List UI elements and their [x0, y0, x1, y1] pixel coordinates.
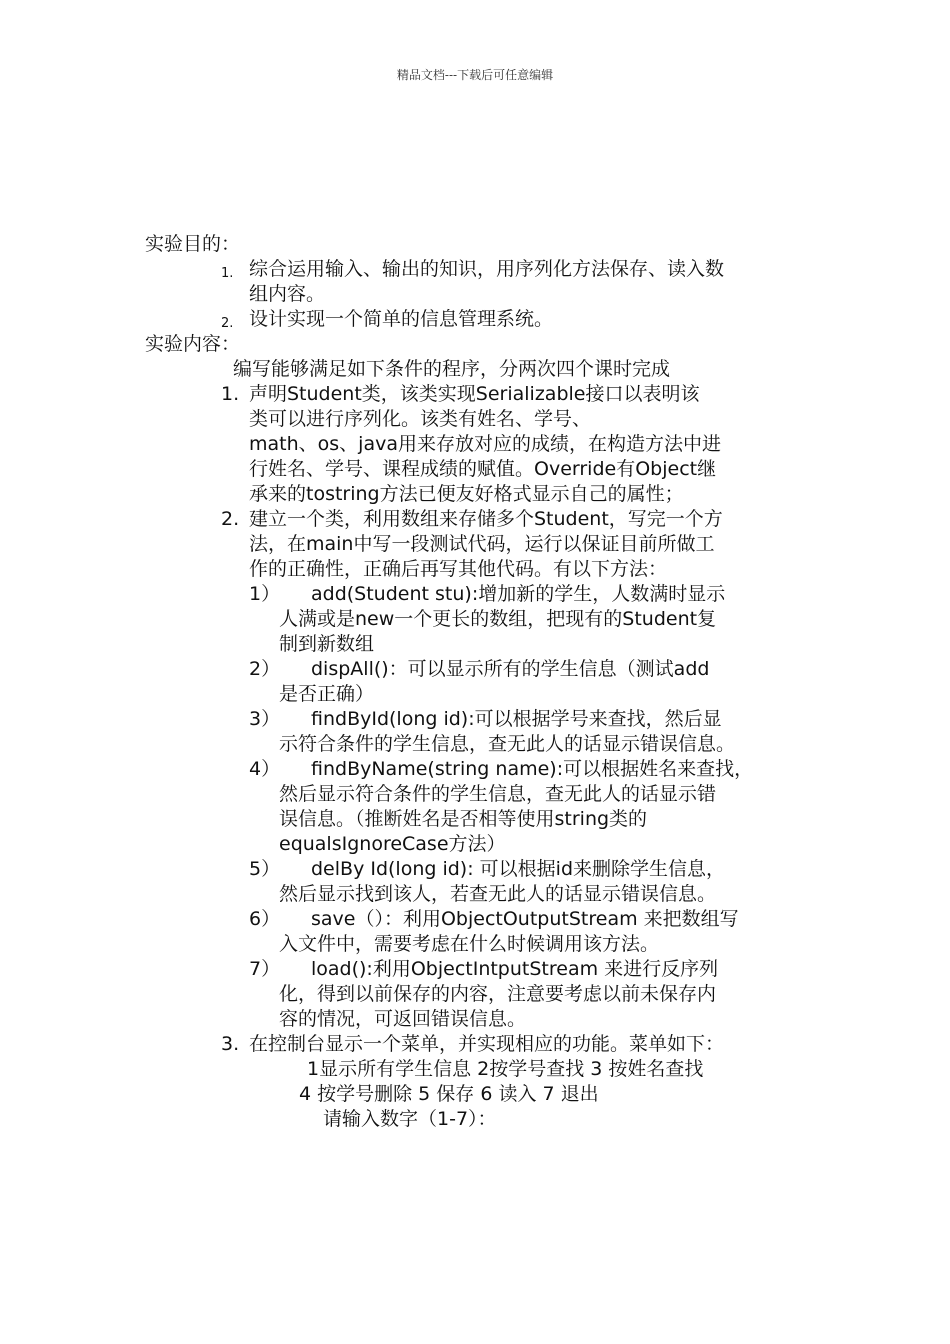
- method-line: 化，得到以前保存的内容，注意要考虑以前未保存内: [279, 983, 717, 1005]
- menu-line: 4 按学号删除 5 保存 6 读入 7 退出: [299, 1083, 599, 1105]
- method-dispall: [145, 657, 825, 707]
- method-number: 6）: [249, 908, 281, 930]
- goal-item-number: 2.: [221, 316, 234, 331]
- method-number: 5）: [249, 858, 281, 880]
- content-item-2: [145, 507, 825, 582]
- content-heading: 实验内容：: [145, 333, 241, 355]
- item-line: 类可以进行序列化。该类有姓名、学号、: [249, 408, 592, 430]
- document-body: [145, 232, 825, 1132]
- content-item-1: [145, 382, 825, 507]
- method-load: [145, 957, 825, 1032]
- menu-prompt: 请输入数字（1-7）：: [323, 1108, 497, 1130]
- method-save: [145, 907, 825, 957]
- method-number: 7）: [249, 958, 281, 980]
- method-line: 容的情况，可返回错误信息。: [279, 1008, 527, 1030]
- item-number: 1.: [221, 383, 240, 405]
- method-delbyid: [145, 857, 825, 907]
- goal-item-line: 组内容。: [249, 283, 326, 305]
- goal-item: [145, 257, 825, 307]
- method-findbyid: [145, 707, 825, 757]
- item-line: math、os、java用来存放对应的成绩，在构造方法中进: [249, 433, 721, 455]
- content-intro: 编写能够满足如下条件的程序，分两次四个课时完成: [233, 358, 671, 380]
- method-line: delBy Id(long id): 可以根据id来删除学生信息，: [311, 858, 726, 880]
- method-number: 3）: [249, 708, 281, 730]
- goal-heading: 实验目的：: [145, 233, 241, 255]
- goal-item: [145, 307, 825, 332]
- goal-item-line: 设计实现一个简单的信息管理系统。: [249, 308, 554, 330]
- method-line: load():利用ObjectIntputStream 来进行反序列: [311, 958, 719, 980]
- method-line: 入文件中，需要考虑在什么时候调用该方法。: [279, 933, 660, 955]
- item-line: 在控制台显示一个菜单，并实现相应的功能。菜单如下：: [249, 1033, 725, 1055]
- item-line: 法，在main中写一段测试代码，运行以保证目前所做工: [249, 533, 715, 555]
- method-add: [145, 582, 825, 657]
- item-line: 声明Student类，该类实现Serializable接口以表明该: [249, 383, 700, 405]
- item-number: 2.: [221, 508, 240, 530]
- method-number: 1）: [249, 583, 281, 605]
- item-line: 建立一个类，利用数组来存储多个Student，写完一个方: [249, 508, 723, 530]
- method-line: 然后显示符合条件的学生信息，查无此人的话显示错: [279, 783, 717, 805]
- item-line: 作的正确性，正确后再写其他代码。有以下方法：: [249, 558, 668, 580]
- item-line: 承来的tostring方法已便友好格式显示自己的属性；: [249, 483, 684, 505]
- method-line: findByName(string name):可以根据姓名来查找，: [311, 758, 754, 780]
- method-line: 然后显示找到该人，若查无此人的话显示错误信息。: [279, 883, 717, 905]
- method-line: add(Student stu):增加新的学生，人数满时显示: [311, 583, 726, 605]
- method-line: 制到新数组: [279, 633, 375, 655]
- method-line: 示符合条件的学生信息，查无此人的话显示错误信息。: [279, 733, 736, 755]
- goal-item-number: 1.: [221, 266, 234, 281]
- item-number: 3.: [221, 1033, 240, 1055]
- method-line: dispAll()：可以显示所有的学生信息（测试add: [311, 658, 710, 680]
- menu-line: 1显示所有学生信息 2按学号查找 3 按姓名查找: [307, 1058, 704, 1080]
- method-line: 误信息。（推断姓名是否相等使用string类的: [279, 808, 648, 830]
- method-line: findById(long id):可以根据学号来查找，然后显: [311, 708, 722, 730]
- method-number: 4）: [249, 758, 281, 780]
- page-header: 精品文档---下载后可任意编辑: [396, 68, 554, 82]
- method-findbyname: [145, 757, 825, 857]
- goal-item-line: 综合运用输入、输出的知识，用序列化方法保存、读入数: [249, 258, 725, 280]
- content-item-3: [145, 1032, 825, 1057]
- method-line: save（）：利用ObjectOutputStream 来把数组写: [311, 908, 739, 930]
- method-line: 是否正确）: [279, 683, 375, 705]
- method-line: 人满或是new一个更长的数组，把现有的Student复: [279, 608, 717, 630]
- item-line: 行姓名、学号、课程成绩的赋值。Override有Object继: [249, 458, 717, 480]
- method-number: 2）: [249, 658, 281, 680]
- method-line: equalsIgnoreCase方法）: [279, 833, 506, 855]
